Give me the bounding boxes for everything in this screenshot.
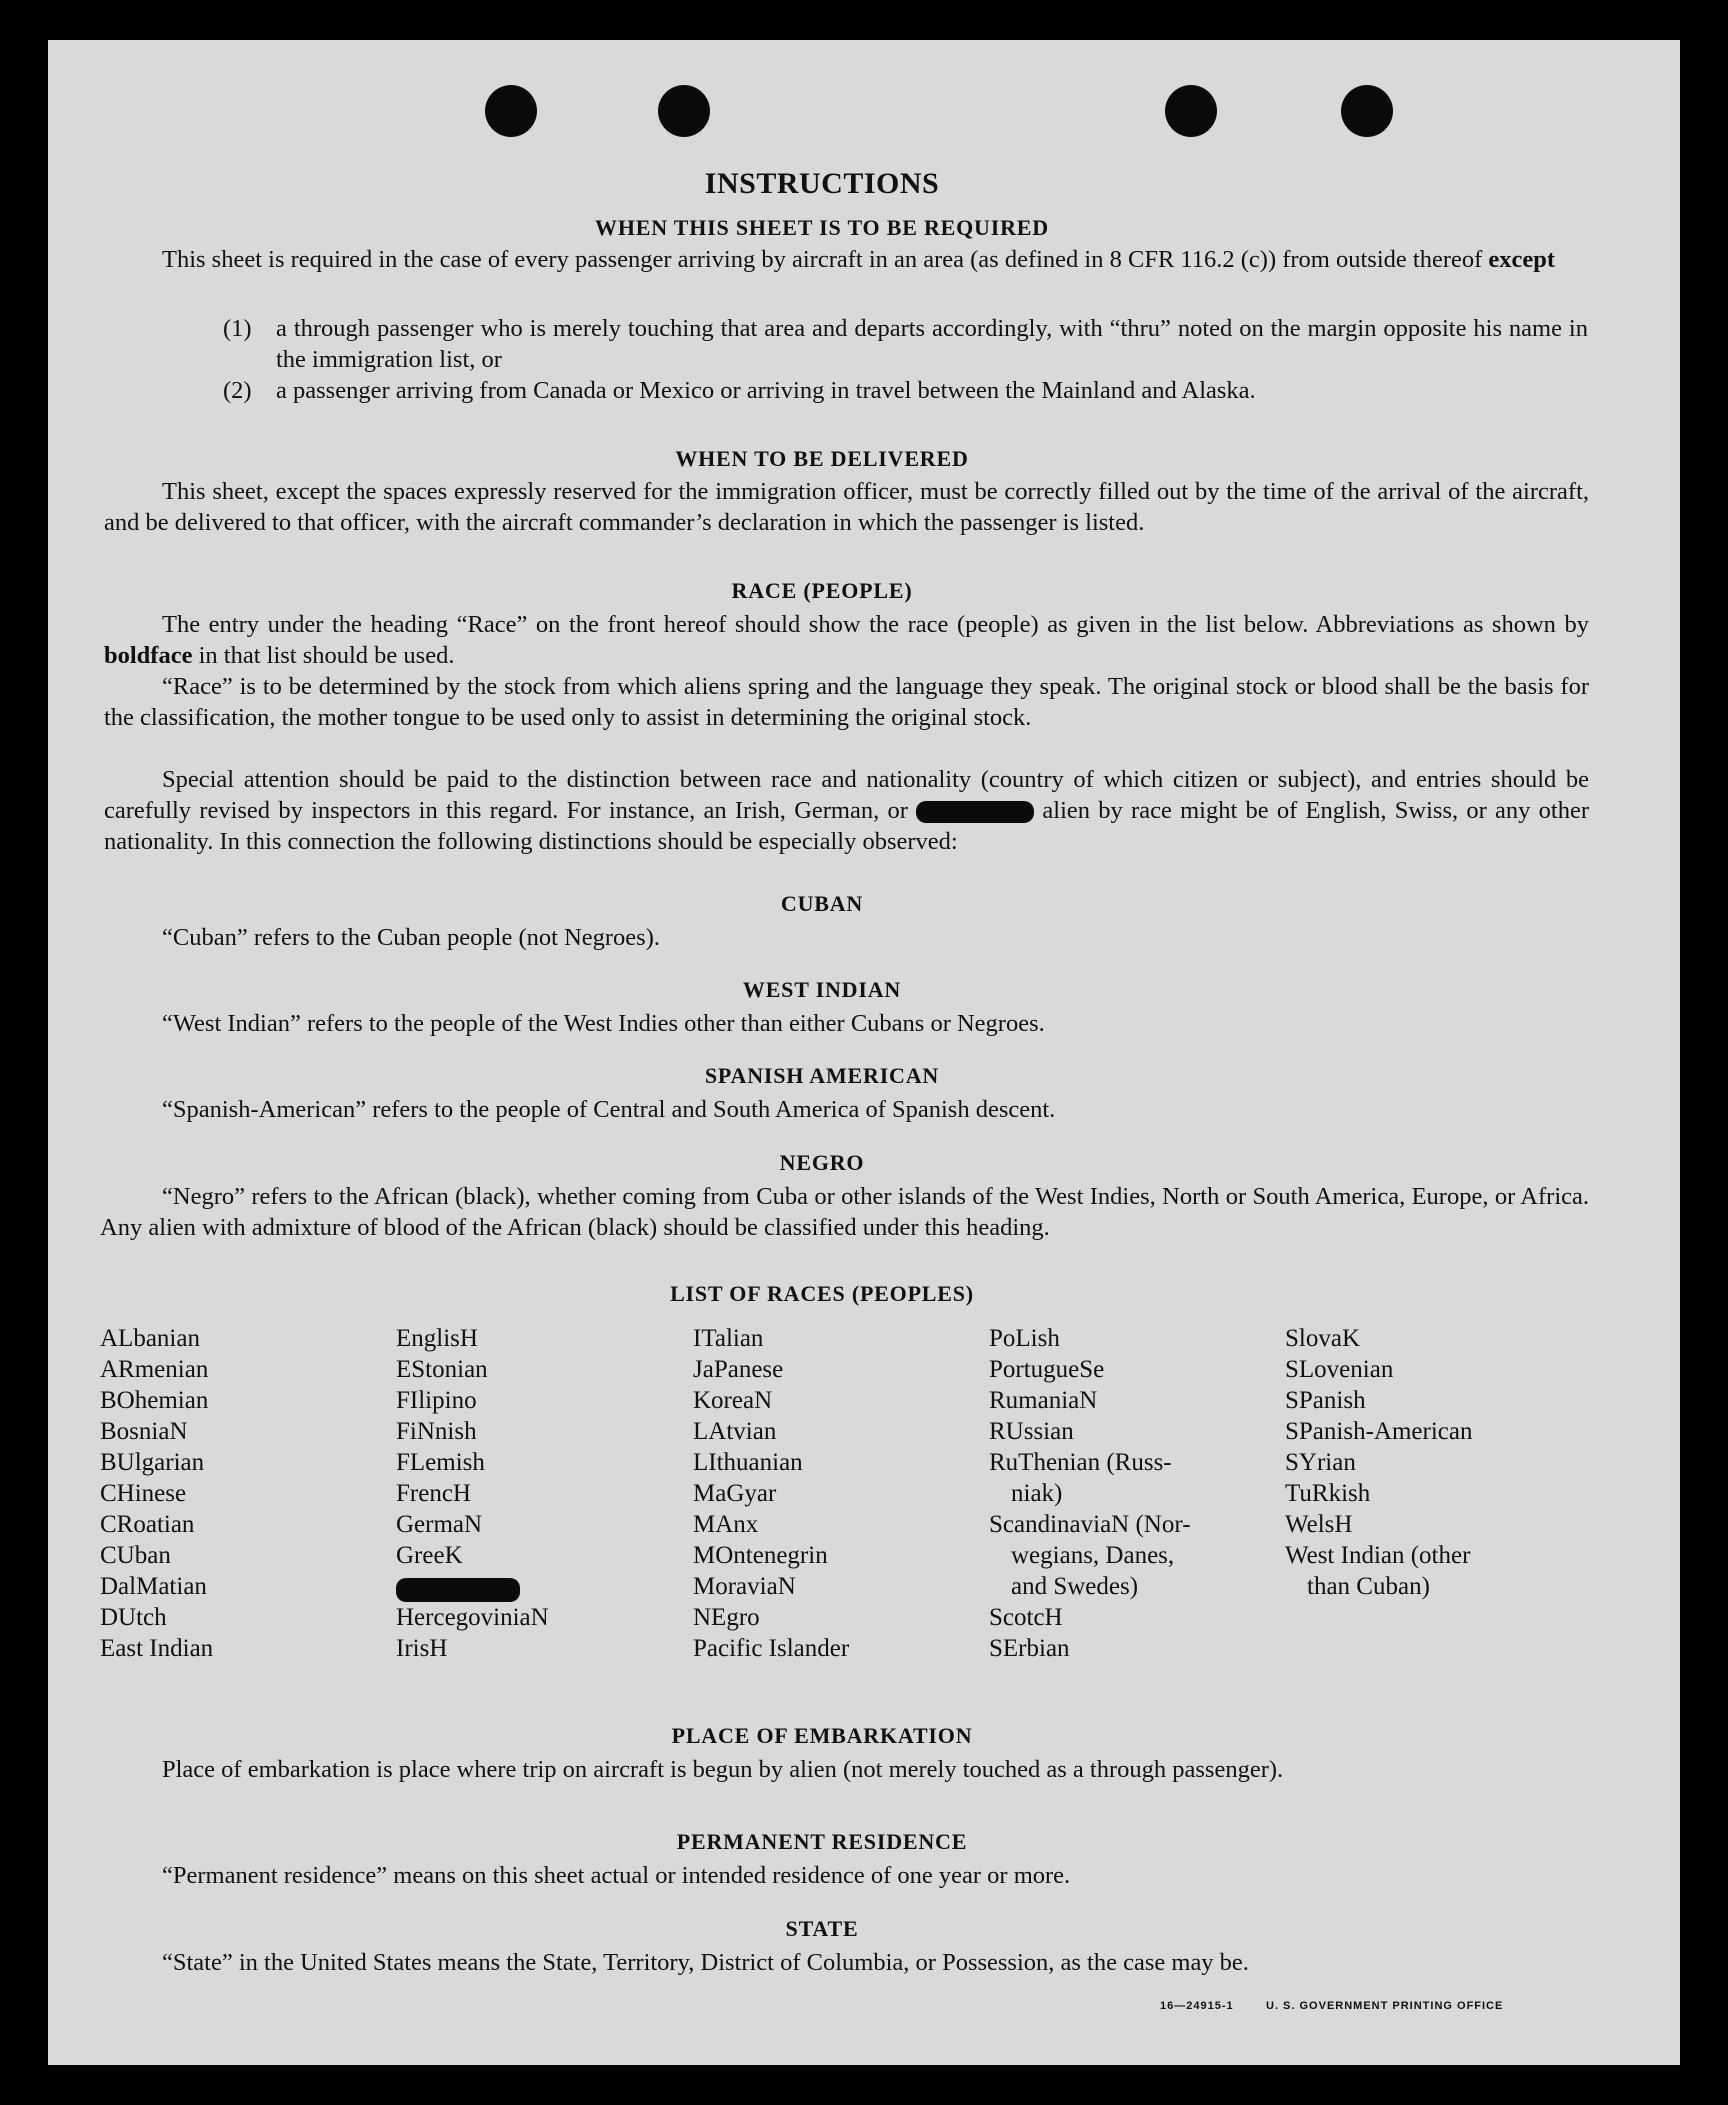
race-entry: DalMatian	[100, 1573, 207, 1600]
race-entry-continuation: and Swedes)	[1011, 1573, 1139, 1600]
printer-imprint: U. S. GOVERNMENT PRINTING OFFICE	[1266, 2000, 1504, 2012]
redaction-mark	[396, 1578, 520, 1602]
race-entry: SYrian	[1285, 1449, 1356, 1476]
race-entry: GermaN	[396, 1511, 483, 1538]
document-sheet	[48, 40, 1680, 2065]
paragraph-when-required	[104, 244, 1589, 275]
race-entry-continuation: wegians, Danes,	[1011, 1542, 1175, 1569]
race-entry: CRoatian	[100, 1511, 195, 1538]
paragraph-when-delivered: This sheet, except the spaces expressly reserved for the immigration officer, must be correctly filled out by the time of the arrival of the aircraft, and be delivered to that officer, with the aircraft commander’s declaration in which the passenger is listed.	[104, 478, 1589, 536]
race-entry: ARmenian	[100, 1356, 209, 1383]
form-number: 16—24915-1	[1160, 2000, 1234, 2012]
item-text: a passenger arriving from Canada or Mexico or arriving in travel between the Mainland and Alaska.	[276, 377, 1256, 404]
race-entry: ScandinaviaN (Nor-	[989, 1511, 1191, 1538]
punch-hole	[1165, 85, 1217, 137]
race-entry: MoraviaN	[693, 1573, 796, 1600]
race-entry: PoLish	[989, 1325, 1060, 1352]
race-entry: TuRkish	[1285, 1480, 1371, 1507]
race-column	[693, 1323, 849, 1664]
paragraph-residence: “Permanent residence” means on this sheet actual or intended residence of one year or more.	[162, 1862, 1071, 1889]
paragraph-west-indian: “West Indian” refers to the people of the West Indies other than either Cubans or Negroes.	[162, 1010, 1045, 1037]
section-heading-when-required: WHEN THIS SHEET IS TO BE REQUIRED	[595, 215, 1049, 240]
race-entry: KoreaN	[693, 1387, 773, 1414]
race-entry: MaGyar	[693, 1480, 777, 1507]
section-heading-embarkation: PLACE OF EMBARKATION	[671, 1723, 973, 1748]
section-heading-residence: PERMANENT RESIDENCE	[676, 1829, 968, 1854]
redaction-mark	[916, 801, 1034, 823]
race-entry-continuation: than Cuban)	[1307, 1573, 1430, 1600]
item-text: a through passenger who is merely touching that area and departs accordingly, with “thru” noted on the margin opposite his name in the immigration list, or	[276, 315, 1588, 373]
race-entry: BOhemian	[100, 1387, 209, 1414]
race-entry: RumaniaN	[989, 1387, 1098, 1414]
page-title: INSTRUCTIONS	[704, 167, 940, 200]
race-entry: LIthuanian	[693, 1449, 803, 1476]
race-entry: ScotcH	[989, 1604, 1063, 1631]
race-entry: PortugueSe	[989, 1356, 1105, 1383]
race-entry: CHinese	[100, 1480, 187, 1507]
race-entry: WelsH	[1285, 1511, 1353, 1538]
race-entry: FiNnish	[396, 1418, 477, 1445]
section-heading-spanish-american: SPANISH AMERICAN	[704, 1063, 940, 1088]
race-entry: CUban	[100, 1542, 171, 1569]
section-heading-state: STATE	[785, 1916, 859, 1941]
race-entry: West Indian (other	[1285, 1542, 1471, 1569]
race-entry: NEgro	[693, 1604, 760, 1631]
race-entry: BUlgarian	[100, 1449, 205, 1476]
race-entry: SLovenian	[1285, 1356, 1394, 1383]
emphasis-except: except	[1488, 246, 1556, 273]
race-entry-redacted	[396, 1571, 549, 1602]
paragraph-text: This sheet is required in the case of every passenger arriving by aircraft in an area (as defined in 8 CFR 116.2 (c)) from outside thereof	[162, 246, 1483, 273]
emphasis-boldface: boldface	[104, 642, 193, 669]
race-entry-continuation: niak)	[1011, 1480, 1063, 1507]
race-column	[396, 1323, 549, 1664]
section-heading-west-indian: WEST INDIAN	[742, 977, 902, 1002]
race-entry: FLemish	[396, 1449, 485, 1476]
paragraph-text: in that list should be used.	[198, 642, 455, 669]
race-entry: MAnx	[693, 1511, 759, 1538]
race-entry: SlovaK	[1285, 1325, 1360, 1352]
section-heading-cuban: CUBAN	[780, 891, 864, 916]
race-entry: SPanish-American	[1285, 1418, 1473, 1445]
race-entry: EnglisH	[396, 1325, 478, 1352]
paragraph-text: Special attention should be paid to the distinction between race and nationality (country of which citizen or subject), and entries should be carefully revised by inspectors in this regard. For instance, an Irish, German, or	[104, 766, 1589, 824]
race-column	[989, 1323, 1191, 1664]
race-entry: MOntenegrin	[693, 1542, 828, 1569]
race-entry: ALbanian	[100, 1325, 200, 1352]
race-entry: Pacific Islander	[693, 1635, 850, 1662]
race-entry: HercegoviniaN	[396, 1604, 549, 1631]
race-entry: LAtvian	[693, 1418, 777, 1445]
race-entry: EStonian	[396, 1356, 488, 1383]
item-number: (1)	[223, 315, 252, 342]
section-heading-negro: NEGRO	[779, 1150, 865, 1175]
race-entry: GreeK	[396, 1542, 463, 1569]
item-number: (2)	[223, 377, 252, 404]
race-entry: RuThenian (Russ-	[989, 1449, 1172, 1476]
paragraph-cuban: “Cuban” refers to the Cuban people (not Negroes).	[162, 924, 660, 951]
race-entry: BosniaN	[100, 1418, 188, 1445]
paragraph-spanish-american: “Spanish-American” refers to the people of Central and South America of Spanish descent.	[162, 1096, 1056, 1123]
section-heading-when-delivered: WHEN TO BE DELIVERED	[675, 446, 969, 471]
punch-hole	[1341, 85, 1393, 137]
race-entry: IrisH	[396, 1635, 448, 1662]
race-entry: DUtch	[100, 1604, 167, 1631]
paragraph-race-1	[104, 609, 1589, 671]
paragraph-state: “State” in the United States means the State, Territory, District of Columbia, or Possession, as the case may be.	[162, 1949, 1249, 1976]
section-heading-race: RACE (PEOPLE)	[731, 578, 913, 603]
paragraph-negro: “Negro” refers to the African (black), whether coming from Cuba or other islands of the West Indies, North or South America, Europe, or Africa. Any alien with admixture of blood of the African (black) should be classified under this heading.	[100, 1183, 1589, 1241]
race-entry: JaPanese	[693, 1356, 784, 1383]
punch-hole	[658, 85, 710, 137]
race-column	[1285, 1323, 1472, 1602]
paragraph-text: The entry under the heading “Race” on the front hereof should show the race (people) as given in the list below. Abbreviations as shown by	[162, 611, 1589, 638]
race-entry: FrencH	[396, 1480, 471, 1507]
paragraph-text: alien by race might be of English, Swiss, or any other nationality. In this connection the following distinctions should be especially observed:	[104, 797, 1590, 855]
race-column	[100, 1323, 213, 1664]
section-heading-list-of-races: LIST OF RACES (PEOPLES)	[670, 1281, 974, 1306]
race-entry: East Indian	[100, 1635, 214, 1662]
race-entry: FIlipino	[396, 1387, 477, 1414]
race-entry: RUssian	[989, 1418, 1074, 1445]
punch-hole	[485, 85, 537, 137]
paragraph-race-2: “Race” is to be determined by the stock from which aliens spring and the language they speak. The original stock or blood shall be the basis for the classification, the mother tongue to be used only to assist in determining the original stock.	[104, 673, 1589, 731]
race-entry: SPanish	[1285, 1387, 1366, 1414]
race-entry: ITalian	[693, 1325, 764, 1352]
race-entry: SErbian	[989, 1635, 1070, 1662]
paragraph-embarkation: Place of embarkation is place where trip on aircraft is begun by alien (not merely touched as a through passenger).	[162, 1756, 1284, 1783]
paragraph-race-3	[104, 764, 1589, 857]
